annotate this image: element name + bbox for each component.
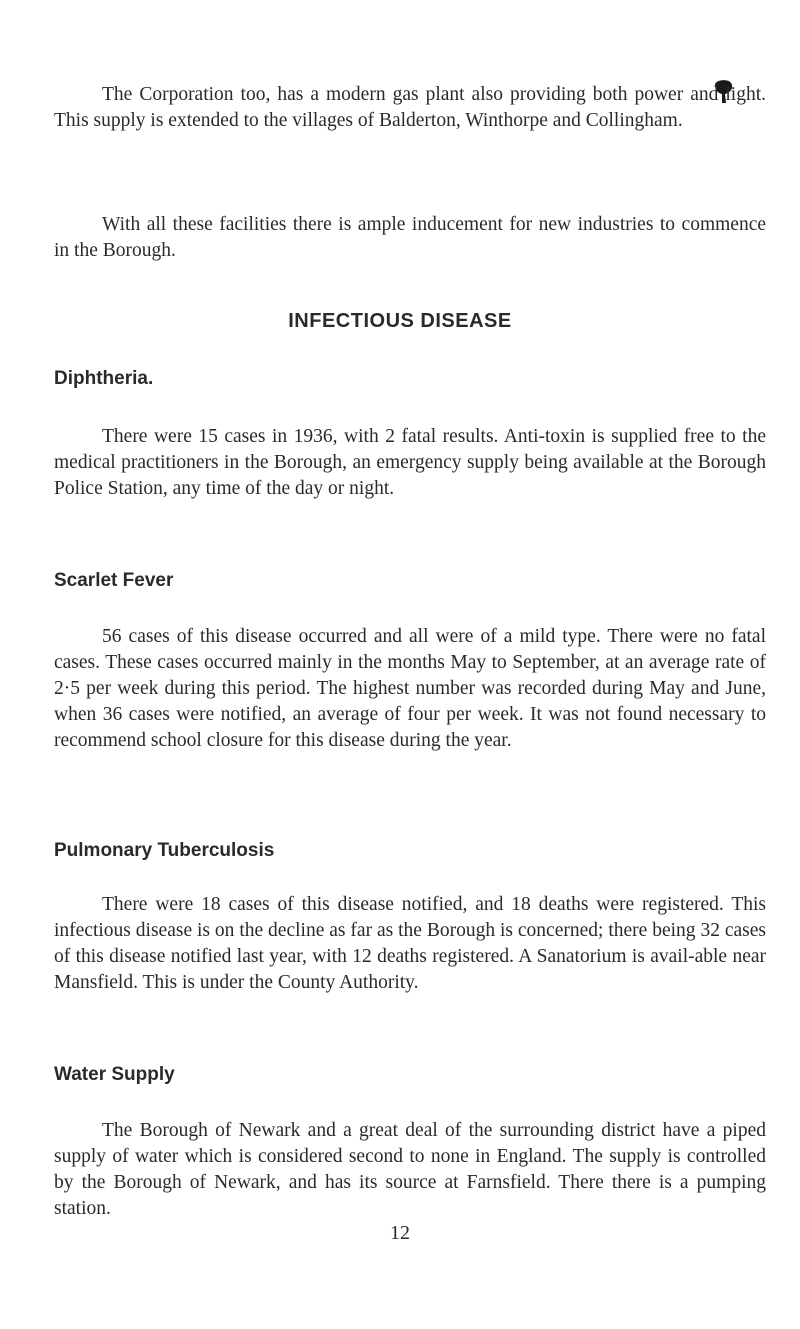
section-title: INFECTIOUS DISEASE	[288, 310, 512, 332]
tuberculosis-heading: Pulmonary Tuberculosis	[54, 840, 275, 861]
page-number: 12	[390, 1222, 410, 1244]
scarlet-fever-paragraph: 56 cases of this disease occurred and all were of a mild type. There were no fatal cases. These cases occurred mainly in the months May to September, at an average rate of 2·5 per week during this period. The highest number was recorded during May and June, when 36 cases were notified, an average of four per week. It was not found necessary to recommend school closure for this disease during the year.	[54, 626, 766, 751]
water-supply-paragraph: The Borough of Newark and a great deal of the surrounding district have a piped supply of water which is considered second to none in England. The supply is controlled by the Borough of Newark, and has its source at Farnsfield. There there is a pumping station.	[54, 1120, 766, 1219]
gas-plant-paragraph: The Corporation too, has a modern gas plant also providing both power and light. This supply is extended to the villages of Balderton, Winthorpe and Collingham.	[54, 84, 766, 131]
water-supply-heading: Water Supply	[54, 1064, 175, 1085]
tuberculosis-paragraph: There were 18 cases of this disease notified, and 18 deaths were registered. This infectious disease is on the decline as far as the Borough is concerned; there being 32 cases of this disease notified last year, with 12 deaths registered. A Sanatorium is avail-able near Mansfield. This is under the County Authority.	[54, 894, 766, 993]
inducement-paragraph: With all these facilities there is ample inducement for new industries to commence in the Borough.	[54, 214, 766, 261]
diphtheria-paragraph: There were 15 cases in 1936, with 2 fatal results. Anti-toxin is supplied free to the medical practitioners in the Borough, an emergency supply being available at the Borough Police Station, any time of the day or night.	[54, 426, 766, 499]
diphtheria-heading: Diphtheria.	[54, 368, 154, 389]
scarlet-fever-heading: Scarlet Fever	[54, 570, 174, 591]
